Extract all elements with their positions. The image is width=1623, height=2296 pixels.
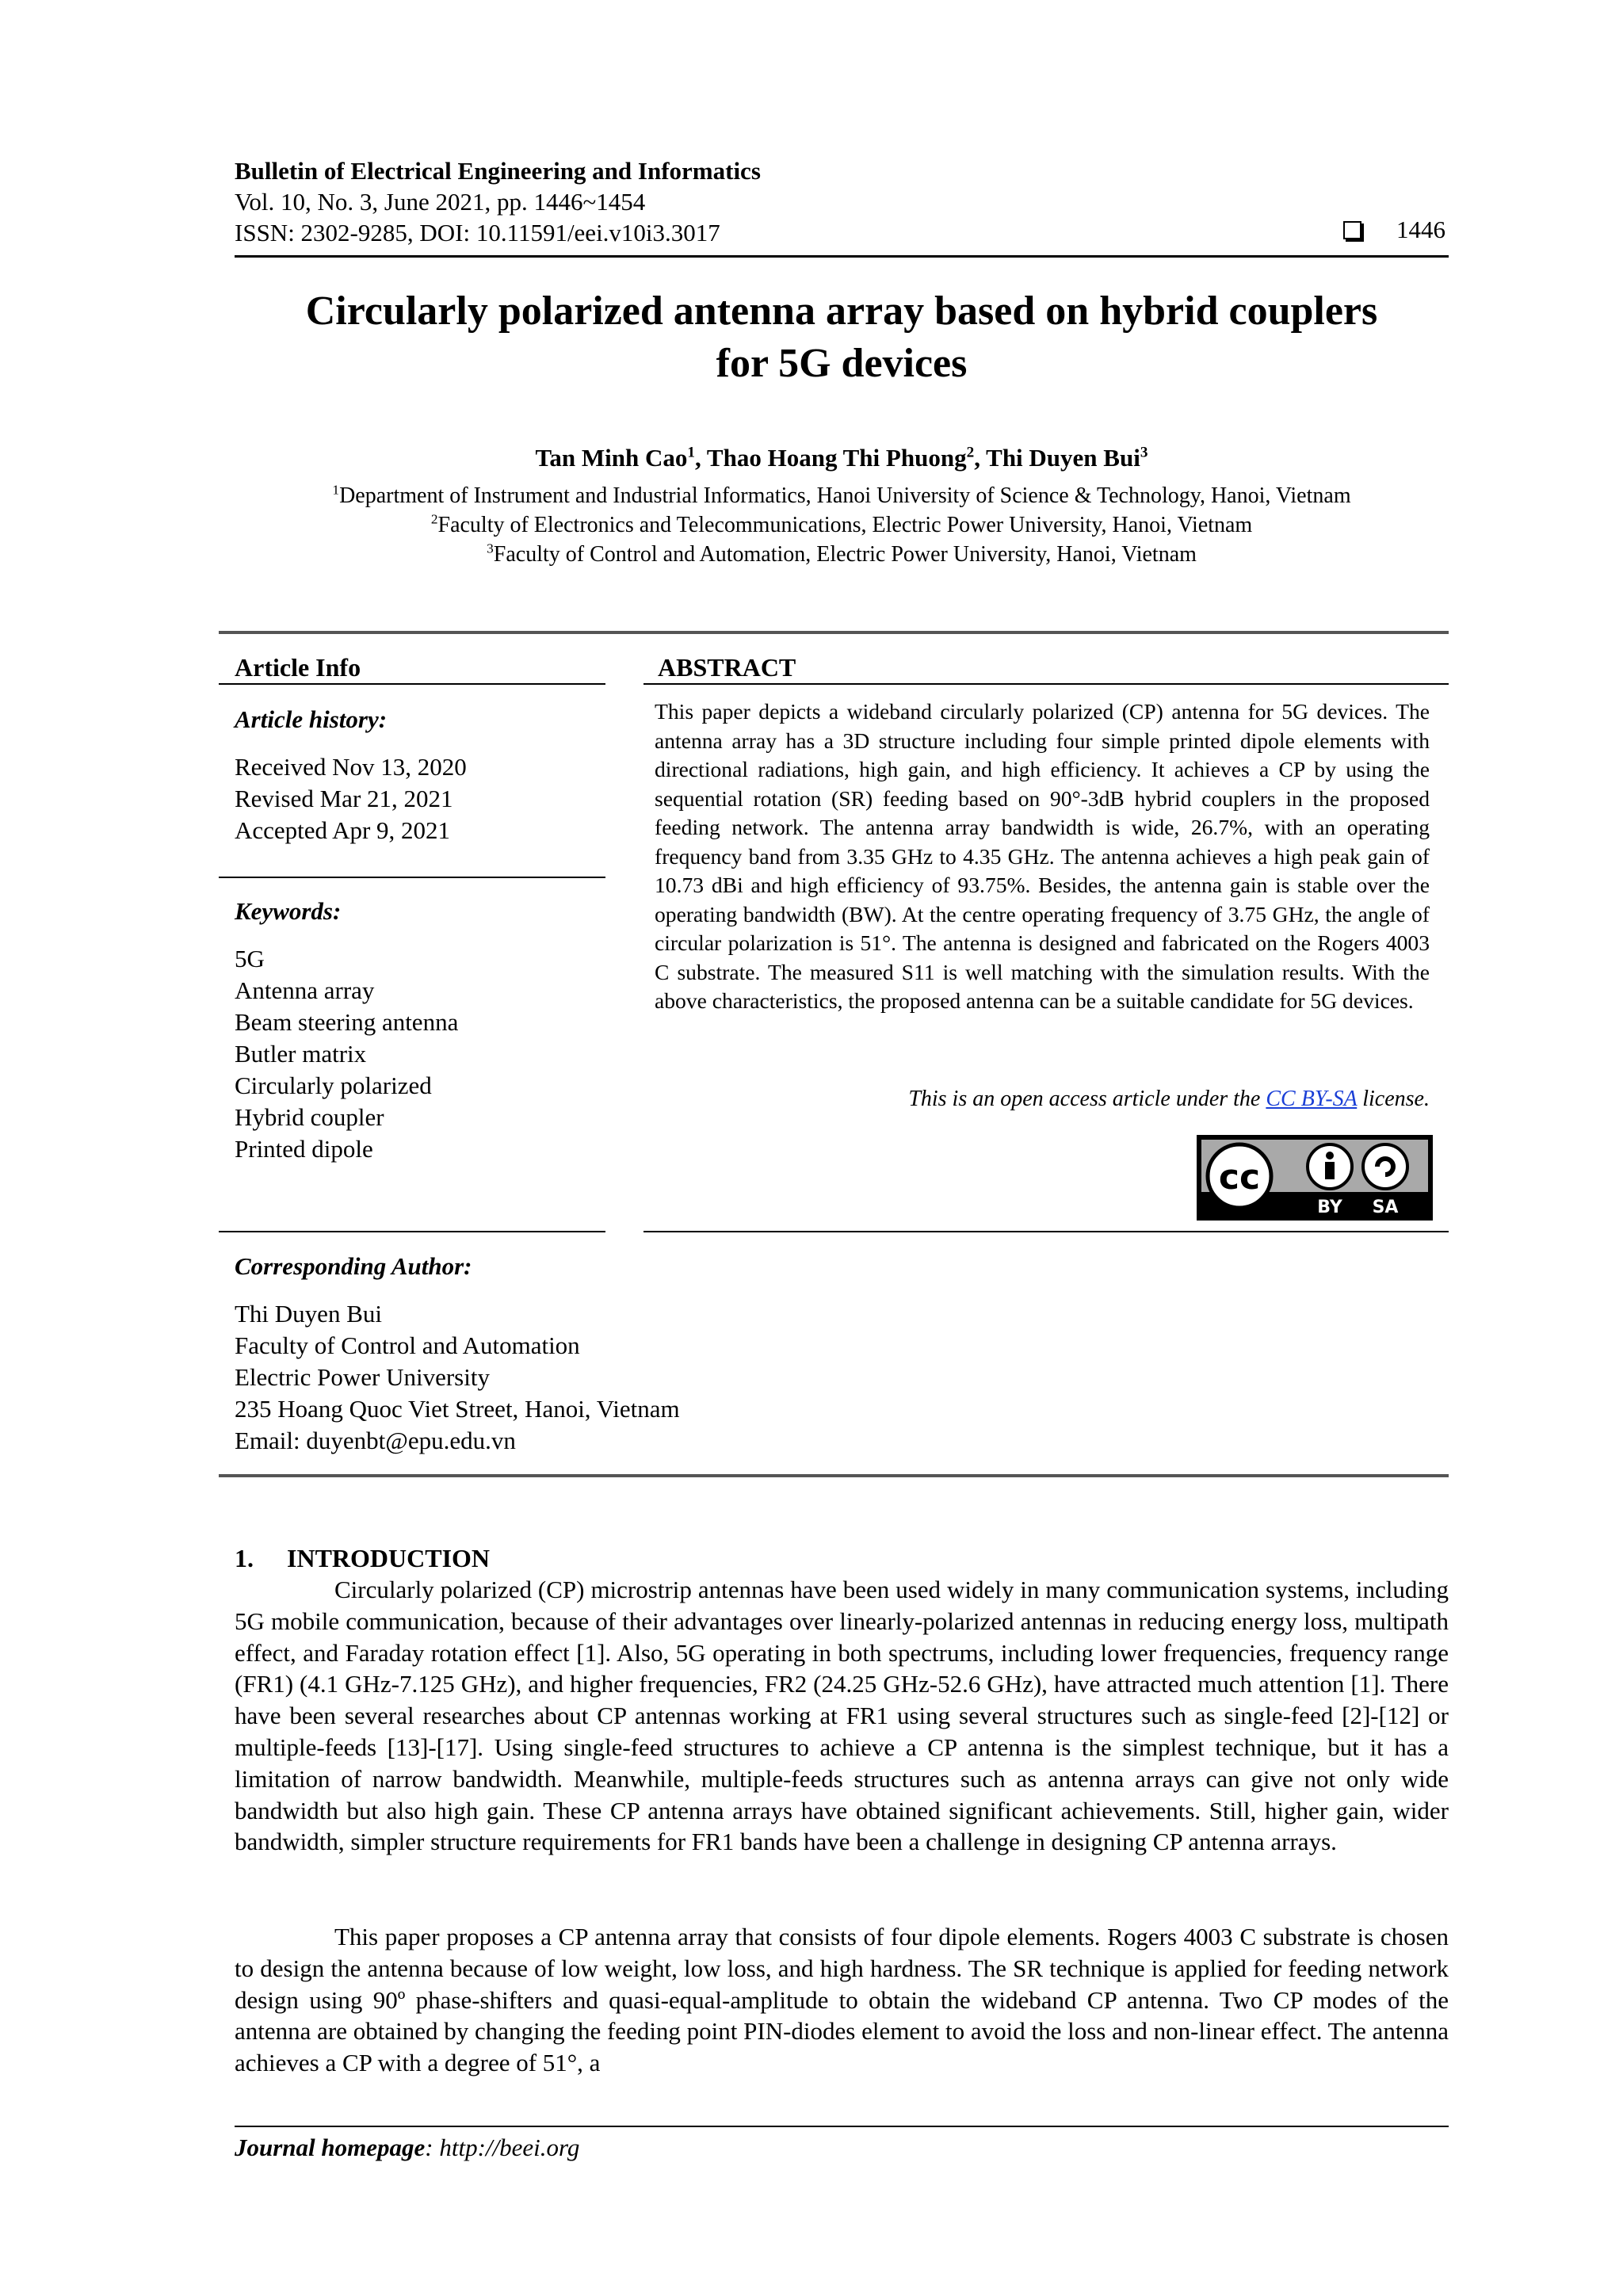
sa-label: SA [1372, 1198, 1399, 1217]
issn-doi: ISSN: 2302-9285, DOI: 10.11591/eei.v10i3.3017 [235, 219, 720, 246]
homepage-label: Journal homepage [235, 2134, 426, 2161]
history-label: Article history: [235, 705, 388, 733]
header-rule [235, 255, 1449, 258]
keyword: Printed dipole [235, 1135, 373, 1163]
corresponding-faculty: Faculty of Control and Automation [235, 1331, 580, 1359]
received-date: Received Nov 13, 2020 [235, 753, 467, 781]
cc-by-sa-badge[interactable] [1197, 1135, 1433, 1221]
author-sup: 1 [687, 444, 695, 461]
author-separator: , [974, 444, 987, 472]
author-list [235, 444, 1449, 472]
homepage-url[interactable]: http://beei.org [439, 2134, 580, 2161]
corresponding-label: Corresponding Author: [235, 1252, 472, 1280]
article-info-underline [219, 683, 605, 685]
abstract-underline [643, 683, 1449, 685]
homepage-separator: : [425, 2134, 440, 2161]
info-box-bottom-rule [219, 1474, 1449, 1477]
author-name: Thao Hoang Thi Phuong [706, 444, 967, 472]
affiliation-sup: 3 [487, 541, 494, 556]
cc-text: cc [1218, 1157, 1261, 1198]
page-number-block [1343, 216, 1445, 244]
intro-paragraph-1: Circularly polarized (CP) microstrip antennas have been used widely in many communication systems, including 5G mobile communication, because of their advantages over linearly-polarized antennas in reducing energy loss, multipath effect, and Faraday rotation effect [1]. Also, 5G operating in both spectrums, including lower frequencies, frequency range (FR1) (4.1 GHz-7.125 GHz), and higher frequencies, FR2 (24.25 GHz-52.6 GHz), have attracted much attention [1]. There have been several researches about CP antennas working at FR1 using several structures such as single-feed [2]-[12] or multiple-feeds [13]-[17]. Using single-feed structures to achieve a CP antenna is the simplest technique, but it has a limitation of narrow bandwidth. Meanwhile, multiple-feeds structures such as antenna arrays can give not only wide bandwidth but also high gain. These CP antenna arrays have obtained significant achievements. Still, higher gain, wider bandwidth, simpler structure requirements for FR1 bands have been a challenge in designing CP antenna arrays. [235, 1576, 1449, 1856]
affiliation-text: Faculty of Electronics and Telecommunications, Electric Power University, Hanoi, Vietnam [437, 513, 1253, 537]
abstract-heading: ABSTRACT [658, 653, 796, 682]
footer-rule [235, 2126, 1449, 2127]
article-info-heading: Article Info [235, 653, 361, 682]
by-label: BY [1317, 1198, 1342, 1217]
affiliation-text: Faculty of Control and Automation, Electric Power University, Hanoi, Vietnam [493, 542, 1197, 567]
volume-info: Vol. 10, No. 3, June 2021, pp. 1446~1454 [235, 188, 646, 216]
affiliation-sup: 1 [332, 482, 340, 498]
affiliation-sup: 2 [430, 511, 438, 527]
corresponding-name: Thi Duyen Bui [235, 1300, 382, 1328]
cc-badge-graphic [1198, 1137, 1431, 1219]
corresponding-email[interactable]: Email: duyenbt@epu.edu.vn [235, 1427, 516, 1454]
keyword: Circularly polarized [235, 1072, 432, 1099]
affiliation-text: Department of Instrument and Industrial Informatics, Hanoi University of Science & Technology, Hanoi, Vietnam [339, 483, 1351, 508]
accepted-date: Accepted Apr 9, 2021 [235, 816, 451, 844]
article-history [235, 751, 467, 846]
license-suffix: license. [1357, 1087, 1430, 1111]
title-line-2: for 5G devices [716, 341, 968, 386]
corresponding-details [235, 1298, 680, 1457]
keyword: Antenna array [235, 976, 375, 1004]
keyword: Beam steering antenna [235, 1008, 459, 1036]
journal-homepage [235, 2134, 579, 2162]
author-separator: , [694, 444, 707, 472]
introduction-heading [235, 1544, 490, 1573]
author-name: Tan Minh Cao [535, 444, 688, 472]
license-prefix: This is an open access article under the [908, 1087, 1266, 1111]
sa-icon [1363, 1144, 1407, 1189]
affiliation [235, 510, 1449, 540]
corresponding-address: 235 Hoang Quoc Viet Street, Hanoi, Vietnam [235, 1395, 680, 1423]
square-bullet-icon [1343, 221, 1361, 239]
running-header [235, 155, 761, 248]
affiliation [235, 540, 1449, 569]
section-title: INTRODUCTION [287, 1544, 491, 1572]
corresponding-university: Electric Power University [235, 1363, 490, 1391]
affiliations [235, 481, 1449, 569]
keywords-label: Keywords: [235, 897, 342, 925]
info-box-top-rule [219, 631, 1449, 634]
author-sup: 2 [966, 444, 975, 461]
abstract-text: This paper depicts a wideband circularly polarized (CP) antenna for 5G devices. The antenna array has a 3D structure including four simple printed dipole elements with directional radiations, high gain, and high efficiency. It achieves a CP by using the sequential rotation (SR) feeding based on 90°-3dB hybrid couplers in the proposed feeding network. The antenna array bandwidth is wide, 26.7%, with an operating frequency band from 3.35 GHz to 4.35 GHz. The antenna achieves a high peak gain of 10.73 dBi and high efficiency of 93.75%. Besides, the antenna gain is stable over the operating bandwidth (BW). At the centre operating frequency of 3.75 GHz, the angle of circular polarization is 51°. The antenna is designed and fabricated on the Rogers 4003 C substrate. The measured S11 is well matching with the simulation results. With the above characteristics, the proposed antenna can be a suitable candidate for 5G devices. [655, 699, 1430, 1013]
license-statement [908, 1087, 1430, 1112]
title-line-1: Circularly polarized antenna array based on hybrid couplers [305, 288, 1378, 334]
keywords-rule [219, 1231, 605, 1232]
cc-by-sa-link[interactable]: CC BY-SA [1266, 1087, 1358, 1111]
keyword-list [235, 943, 458, 1165]
page-number: 1446 [1396, 216, 1445, 243]
paper-title [235, 285, 1449, 390]
intro-paragraph-2: This paper proposes a CP antenna array that consists of four dipole elements. Rogers 4003 C substrate is chosen to design the antenna because of low weight, low loss, and high hardness. The SR technique is applied for feeding network design using 90º phase-shifters and quasi-equal-amplitude to obtain the wideband CP antenna. Two CP modes of the antenna are obtained by changing the feeding point PIN-diodes element to avoid the loss and non-linear effect. The antenna achieves a CP with a degree of 51°, a [235, 1923, 1449, 2077]
author-name: Thi Duyen Bui [986, 444, 1140, 472]
affiliation [235, 481, 1449, 510]
history-rule [219, 877, 605, 878]
keyword: Butler matrix [235, 1040, 367, 1068]
keyword: 5G [235, 945, 265, 972]
keyword: Hybrid coupler [235, 1103, 384, 1131]
section-number: 1. [235, 1544, 254, 1572]
journal-name: Bulletin of Electrical Engineering and Informatics [235, 157, 761, 185]
revised-date: Revised Mar 21, 2021 [235, 785, 453, 812]
author-sup: 3 [1140, 444, 1148, 461]
abstract-bottom-rule [643, 1231, 1449, 1232]
